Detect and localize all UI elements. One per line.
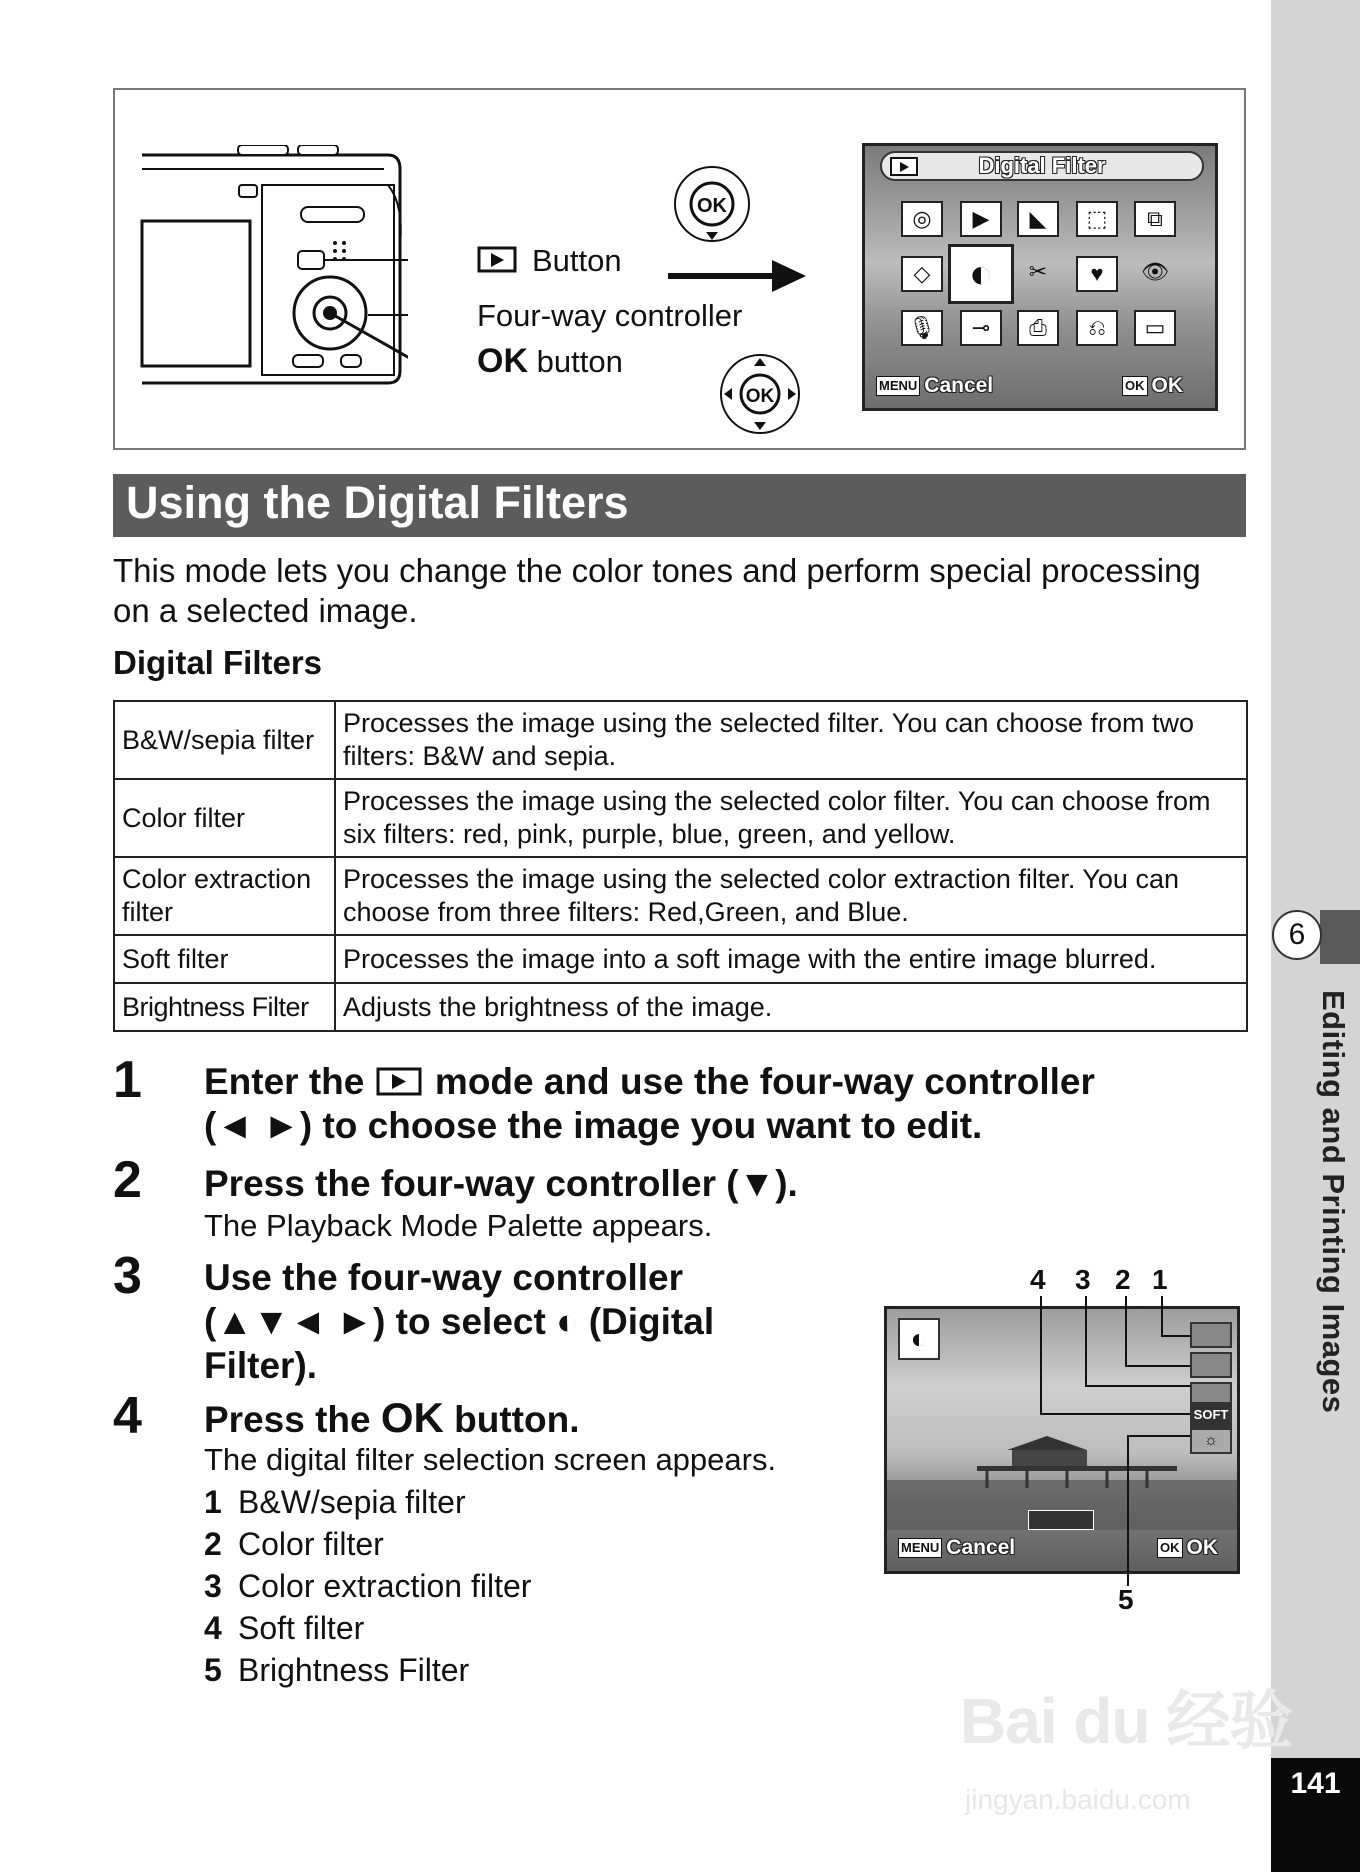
- digital-filter-icon: ◐: [556, 1301, 579, 1342]
- list-item: 4 Soft filter: [204, 1610, 365, 1646]
- table-row: [114, 857, 1247, 935]
- lcd-title: Digital Filter: [978, 153, 1106, 178]
- table-row: [114, 983, 1247, 1031]
- image-copy-icon: ⧉: [1134, 201, 1176, 237]
- step-1-text: Enter the mode and use the four-way controller (◄ ►) to choose the image you want to edit.: [204, 1061, 1095, 1146]
- red-eye-icon: ◎: [901, 201, 943, 237]
- page-number: 141: [1290, 1767, 1341, 1800]
- brightness-icon[interactable]: ☼: [1190, 1428, 1232, 1454]
- step-number: 3: [113, 1247, 142, 1305]
- watermark: Bai du 经验: [960, 1685, 1293, 1757]
- list-item: 1 B&W/sepia filter: [204, 1484, 466, 1520]
- brightness-slider[interactable]: [1028, 1510, 1094, 1530]
- filter-name: Soft filter: [114, 935, 335, 983]
- table-row: [114, 935, 1247, 983]
- camera-back-illustration: [138, 145, 408, 390]
- playback-button-label: Button: [532, 243, 622, 278]
- list-item: 2 Color filter: [204, 1526, 384, 1562]
- filter-description: Processes the image using the selected color filter. You can choose from six filters: red, pink, purple, blue, green, and yellow.: [335, 779, 1247, 857]
- callout-1: 1: [1152, 1264, 1168, 1295]
- step-2-text: Press the four-way controller (▼).: [204, 1163, 798, 1204]
- screen-cancel: MENU Cancel: [898, 1536, 1015, 1560]
- slideshow-icon: ▶: [960, 201, 1002, 237]
- callout-2: 2: [1115, 1264, 1131, 1295]
- step-4-text: Press the OK button.: [204, 1394, 580, 1441]
- resize-icon: ◣: [1017, 201, 1059, 237]
- step-number: 1: [113, 1051, 142, 1109]
- digital-filter-icon: ◐: [948, 244, 1014, 304]
- digital-filter-mode-icon: ◐: [898, 1318, 940, 1360]
- right-arrow-icon: [668, 256, 808, 296]
- red-eye-edit-icon: 👁: [1141, 259, 1169, 284]
- filters-subheading: Digital Filters: [113, 644, 323, 681]
- callout-4: 4: [1030, 1264, 1046, 1295]
- step-number: 4: [113, 1387, 142, 1445]
- frame-composite-icon: ♥: [1076, 256, 1118, 292]
- filter-name: B&W/sepia filter: [114, 701, 335, 779]
- chapter-number: 6: [1272, 910, 1322, 960]
- filter-name: Brightness Filter: [114, 983, 335, 1031]
- filter-description: Processes the image using the selected color extraction filter. You can choose from three filters: Red,Green, and Blue.: [335, 857, 1247, 935]
- voice-memo-icon: 🎙: [901, 310, 943, 346]
- table-row: [114, 779, 1247, 857]
- step-2-sub: The Playback Mode Palette appears.: [204, 1208, 713, 1243]
- watermark-url: jingyan.baidu.com: [965, 1784, 1191, 1815]
- table-row: [114, 701, 1247, 779]
- callout-lines: [1030, 1296, 1200, 1616]
- lcd-cancel: MENU Cancel: [876, 374, 993, 398]
- list-item: 5 Brightness Filter: [204, 1652, 470, 1688]
- step-4-sub: The digital filter selection screen appears.: [204, 1442, 777, 1477]
- section-title: Using the Digital Filters: [126, 477, 629, 528]
- svg-text:OK: OK: [697, 195, 727, 217]
- cropping-icon: ⬚: [1076, 201, 1118, 237]
- intro-paragraph: This mode lets you change the color tones and perform special processing on a selected image.: [113, 552, 1201, 629]
- chapter-marker-bar: [1320, 910, 1360, 964]
- filters-table: [113, 700, 1248, 1032]
- four-way-ok-icon: [718, 352, 804, 436]
- step-3-text: Use the four-way controller (▲▼◄ ►) to select ◐ (Digital Filter).: [204, 1257, 715, 1386]
- rotate-icon: ◇: [901, 256, 943, 292]
- list-item: 3 Color extraction filter: [204, 1568, 532, 1604]
- filter-description: Processes the image into a soft image with the entire image blurred.: [335, 935, 1247, 983]
- callout-5: 5: [1118, 1584, 1134, 1615]
- ok-button-icon: [670, 166, 760, 246]
- callout-3: 3: [1075, 1264, 1091, 1295]
- filter-name: Color extraction filter: [114, 857, 335, 935]
- lcd-ok: OK OK: [1122, 374, 1183, 398]
- soft-filter-option[interactable]: SOFT: [1190, 1402, 1232, 1428]
- filter-name: Color filter: [114, 779, 335, 857]
- start-screen-icon: ▭: [1134, 310, 1176, 346]
- screen-ok: OK OK: [1157, 1536, 1218, 1560]
- filter-description: Adjusts the brightness of the image.: [335, 983, 1247, 1031]
- ok-button-label: OK button: [477, 342, 623, 380]
- playback-mode-icon: [375, 1066, 425, 1098]
- chapter-title: Editing and Printing Images: [1316, 990, 1351, 1414]
- four-way-controller-label: Four-way controller: [477, 298, 743, 333]
- recover-file-icon: ⎌: [1076, 310, 1118, 346]
- step-number: 2: [113, 1151, 142, 1209]
- filter-description: Processes the image using the selected filter. You can choose from two filters: B&W and sepia.: [335, 701, 1247, 779]
- svg-text:OK: OK: [745, 386, 775, 407]
- dpof-icon: ⎙: [1017, 310, 1059, 346]
- playback-icon: [477, 246, 519, 274]
- movie-edit-icon: ✂: [1028, 259, 1048, 284]
- protect-icon: ⊸: [960, 310, 1002, 346]
